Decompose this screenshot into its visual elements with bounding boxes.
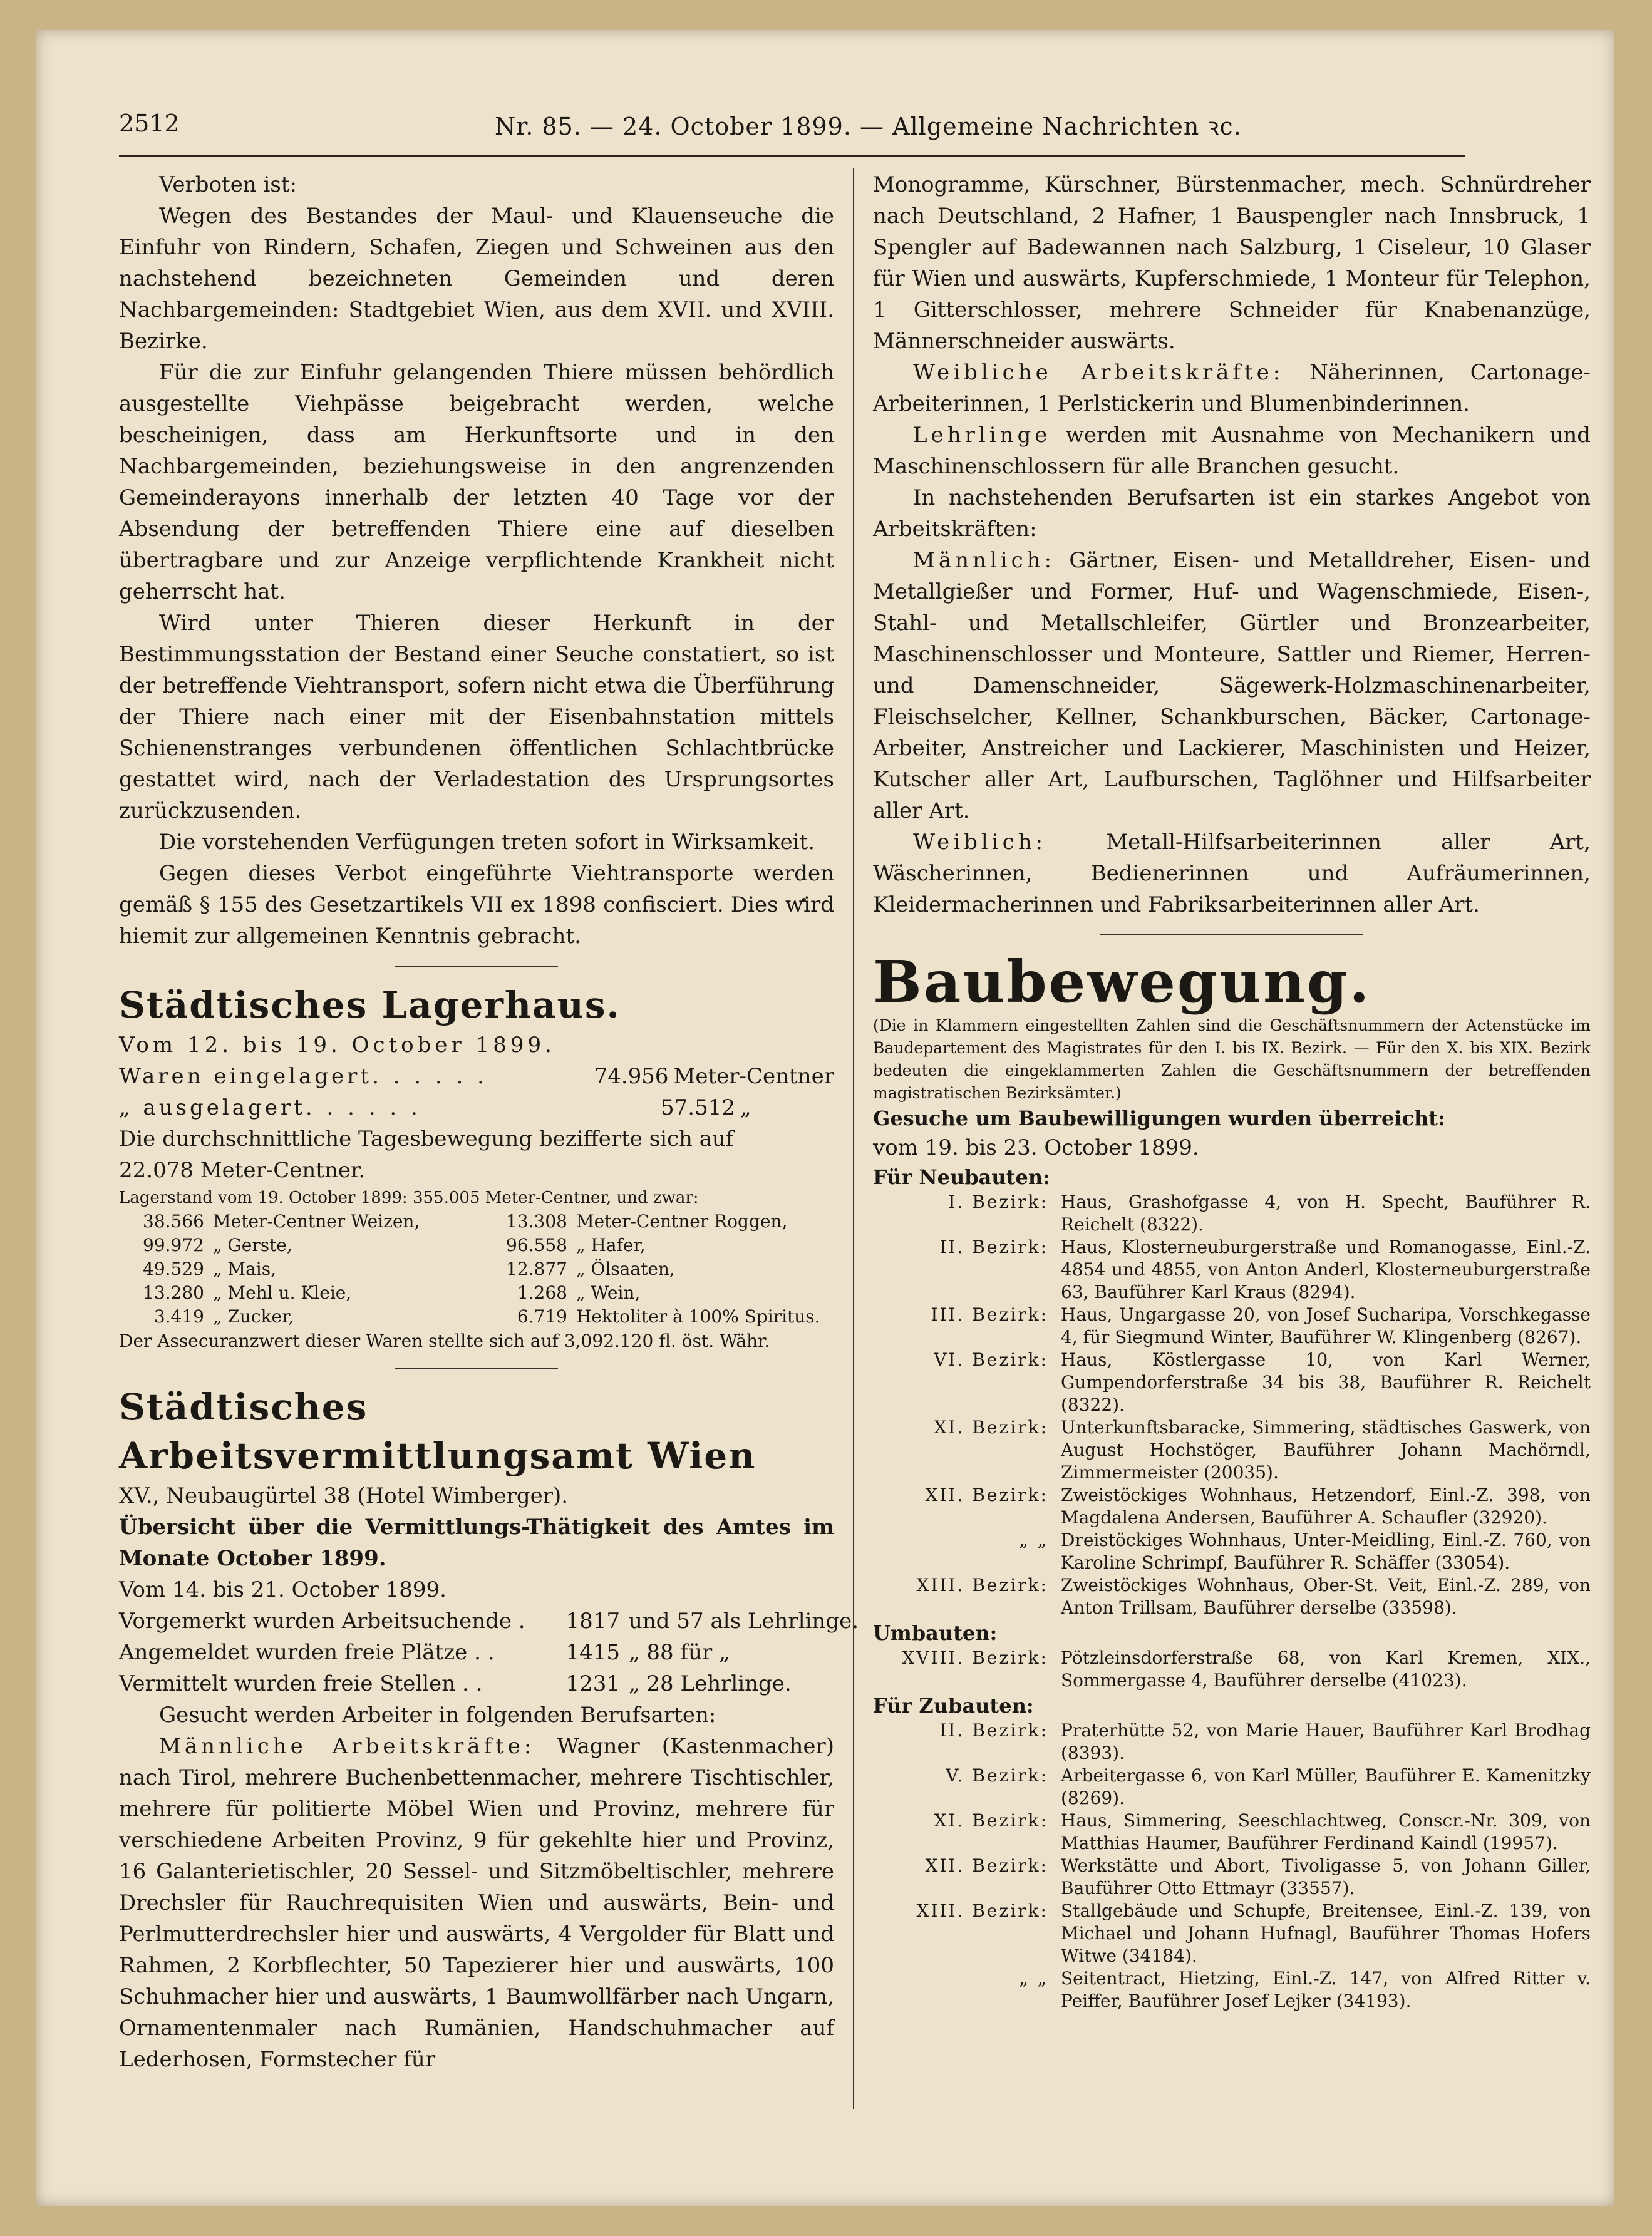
verbot-paragraph: Wegen des Bestandes der Maul- und Klauenseuche die Einfuhr von Rindern, Schafen, Ziegen und Schweinen aus den nachstehend bezeichneten Gemeinden und deren Nachbargemeinden: Stadtgebiet Wien, aus dem XVII. und XVIII. Bezirke. (119, 204, 834, 354)
offer-male-text: Gärtner, Eisen- und Metalldreher, Eisen- und Metallgießer und Former, Huf- und Wagenschmiede, Eisen-, Stahl- und Metallschleifer, Gürtler und Bronzearbeiter, Maschinenschlosser und Monteure, Sattler und Riemer, Herren- und Damenschneider, Sägewerk-Holzmaschinenarbeiter, Fleischselcher, Kellner, Schankburschen, Bäcker, Cartonage-Arbeiter, Anstreicher und Lackierer, Maschinisten und Heizer, Kutscher aller Art, Laufburschen, Taglöhner und Hilfsarbeiter aller Art. (873, 548, 1591, 823)
row-unit: „ (740, 1095, 751, 1120)
district-label: XI. Bezirk: (934, 1417, 1048, 1438)
stock-good: „ Zucker, (213, 1306, 294, 1327)
section-separator (1100, 934, 1363, 935)
stock-good: „ Mehl u. Kleie, (213, 1282, 352, 1303)
entry-text: Stallgebäude und Schupfe, Breitensee, Einl.-Z. 139, von Michael und Johann Hufnagl, Bauführer Thomas Hofers Witwe (34184). (1061, 1900, 1591, 1966)
lagerhaus-title: Städtisches Lagerhaus. (119, 984, 621, 1026)
stock-value: 13.280 (143, 1282, 204, 1303)
arbeitsamt-section (119, 1383, 859, 2075)
offer-male-label: Männlich: (913, 548, 1056, 573)
stock-value: 49.529 (143, 1259, 204, 1279)
district-label: „ „ (1019, 1968, 1048, 1989)
stat-rest: und 57 als Lehrlinge. (629, 1609, 859, 1634)
district-label: II. Bezirk: (939, 1237, 1048, 1257)
district-label: III. Bezirk: (931, 1304, 1048, 1325)
stock-value: 1.268 (517, 1282, 567, 1303)
entry-text: Dreistöckiges Wohnhaus, Unter-Meidling, Einl.-Z. 760, von Karoline Schrimpf, Bauführer R. Schäffer (33054). (1061, 1530, 1591, 1573)
verbot-paragraph: Für die zur Einfuhr gelangenden Thiere müssen behördlich ausgestellte Viehpässe beigebracht werden, welche bescheinigen, dass am Herkunftsorte und in den Nachbargemeinden, beziehungsweise in den angrenzenden Gemeinderayons innerhalb der letzten 40 Tage vor der Absendung der betreffenden Thiere eine auf dieselben übertragbare und zur Anzeige verpflichtende Krankheit nicht geherrscht hat. (119, 360, 834, 604)
bau-entry (873, 1191, 1591, 1236)
bau-entry (873, 1810, 1591, 1855)
row-unit: Meter-Centner (673, 1064, 834, 1089)
bau-entry (873, 1967, 1591, 2012)
stat-value: 1817 (565, 1609, 620, 1634)
stock-good: „ Ölsaaten, (576, 1259, 675, 1279)
district-label: „ „ (1019, 1530, 1048, 1550)
entry-text: Haus, Köstlergasse 10, von Karl Werner, Gumpendorferstraße 34 bis 38, Bauführer R. Reichelt (8322). (1061, 1349, 1591, 1415)
entry-text: Werkstätte und Abort, Tivoligasse 5, von Johann Giller, Bauführer Otto Ettmayr (33557). (1061, 1855, 1591, 1899)
offer-female-label: Weiblich: (913, 830, 1047, 855)
page-number: 2512 (119, 110, 180, 137)
daily-movement-line: Die durchschnittliche Tagesbewegung bezifferte sich auf (119, 1126, 734, 1151)
apprentice-text: werden mit Ausnahme von Mechanikern und Maschinenschlossern für alle Branchen gesucht. (873, 423, 1591, 479)
baubewegung-heading: Gesuche um Baubewilligungen wurden überreicht: (873, 1106, 1445, 1130)
stat-label: Vermittelt wurden freie Stellen (119, 1671, 456, 1696)
district-label: XIII. Bezirk: (916, 1575, 1048, 1595)
female-workers-label: Weibliche Arbeitskräfte: (913, 360, 1284, 385)
stat-row (119, 1637, 834, 1668)
baubewegung-note: (Die in Klammern eingestellten Zahlen sind die Geschäftsnummern der Actenstücke im Baudepartement des Magistrates für den I. bis IX. Bezirk. — Für den X. bis XIX. Bezirk bedeuten die eingeklammerten Zahlen die Geschäftsnummern der betreffenden magistratischen Bezirksämter.) (873, 1016, 1591, 1102)
verbot-paragraph: Die vorstehenden Verfügungen treten sofort in Wirksamkeit. (159, 830, 815, 855)
entry-text: Unterkunftsbaracke, Simmering, städtisches Gaswerk, von August Hochstöger, Bauführer Johann Machörndl, Zimmermeister (20035). (1061, 1417, 1591, 1483)
district-label: XII. Bezirk: (925, 1485, 1048, 1505)
stock-value: 3.419 (153, 1306, 204, 1327)
stat-leader: . (512, 1609, 525, 1634)
stat-rest: „ 88 für „ (629, 1640, 730, 1665)
entry-text: Haus, Ungargasse 20, von Josef Sucharipa, Vorschkegasse 4, für Siegmund Winter, Bauführer W. Klingenberg (8267). (1061, 1304, 1591, 1347)
stock-good: „ Wein, (576, 1282, 641, 1303)
bau-entry (873, 1765, 1591, 1810)
district-label: VI. Bezirk: (934, 1349, 1048, 1370)
left-column (119, 169, 859, 2075)
bau-entry (873, 1574, 1591, 1619)
row-value: 57.512 (661, 1095, 735, 1120)
baubewegung-period: vom 19. bis 23. October 1899. (873, 1135, 1199, 1160)
header-rule (119, 155, 1465, 157)
stock-good: „ Hafer, (576, 1235, 646, 1255)
apprentice-label: Lehrlinge (913, 423, 1051, 448)
section-zubauten: Für Zubauten: (873, 1694, 1034, 1718)
wanted-intro: Gesucht werden Arbeiter in folgenden Berufsarten: (159, 1703, 716, 1728)
section-separator (395, 1368, 558, 1369)
lagerhaus-row (119, 1061, 834, 1092)
district-label: XII. Bezirk: (925, 1855, 1048, 1876)
bau-entry (873, 1349, 1591, 1416)
arbeitsamt-title: Städtisches Arbeitsvermittlungsamt Wien (119, 1386, 756, 1477)
entry-text: Praterhütte 52, von Marie Hauer, Bauführer Karl Brodhag (8393). (1061, 1720, 1591, 1763)
district-label: II. Bezirk: (939, 1720, 1048, 1741)
stat-label: Vorgemerkt wurden Arbeitsuchende (119, 1609, 512, 1634)
arbeitsamt-period: Vom 14. bis 21. October 1899. (119, 1577, 447, 1602)
right-column (873, 169, 1591, 2012)
stat-value: 1415 (565, 1640, 620, 1665)
entry-text: Pötzleinsdorferstraße 68, von Karl Kremen, XIX., Sommergasse 4, Bauführer derselbe (41023). (1061, 1647, 1591, 1691)
bau-entry (873, 1304, 1591, 1349)
entry-text: Zweistöckiges Wohnhaus, Hetzendorf, Einl.-Z. 398, von Magdalena Andersen, Bauführer A. Schaufler (32920). (1061, 1485, 1591, 1528)
verbot-paragraph: Wird unter Thieren dieser Herkunft in der Bestimmungsstation der Bestand einer Seuche constatiert, so ist der betreffende Viehtransport, sofern nicht etwa die Überführung der Thiere nach einer mit der Eisenbahnstation mittels Schienenstranges verbundenen öffentlichen Schlachtbrücke gestattet wird, nach der Verladestation des Ursprungsortes zurückzusenden. (119, 611, 834, 823)
verbot-section (119, 169, 834, 952)
district-label: XI. Bezirk: (934, 1810, 1048, 1831)
lagerhaus-period: Vom 12. bis 19. October 1899. (119, 1033, 555, 1058)
stock-value: 99.972 (143, 1235, 204, 1255)
running-title: Nr. 85. — 24. October 1899. — Allgemeine Nachrichten ꝛc. (495, 113, 1242, 140)
stock-value: 96.558 (506, 1235, 567, 1255)
stock-good: „ Mais, (213, 1259, 276, 1279)
entry-text: Haus, Simmering, Seeschlachtweg, Conscr.-Nr. 309, von Matthias Haumer, Bauführer Ferdinand Kaindl (19957). (1061, 1810, 1591, 1853)
bau-entry (873, 1855, 1591, 1900)
stat-label: Angemeldet wurden freie Plätze (119, 1640, 468, 1665)
female-workers-paragraph (873, 357, 1591, 420)
section-neubauten: Für Neubauten: (873, 1165, 1050, 1189)
stock-table (119, 1210, 834, 1329)
arbeitsamt-address: XV., Neubaugürtel 38 (Hotel Wimberger). (119, 1483, 569, 1508)
offer-female-text: Metall-Hilfsarbeiterinnen aller Art, Wäscherinnen, Bedienerinnen und Aufräumerinnen, Kleidermacherinnen und Fabriksarbeiterinnen aller Art. (873, 830, 1591, 917)
bau-entry (873, 1719, 1591, 1765)
male-workers-text: Wagner (Kastenmacher) nach Tirol, mehrere Buchenbettenmacher, mehrere Tischtischler, mehrere für politierte Möbel Wien und Provinz, mehrere für verschiedene Arbeiten Provinz, 9 für gekehlte hier und Provinz, 16 Galanterietischler, 20 Sessel- und Sitzmöbeltischler, mehrere Drechsler für Rauchrequisiten Wien und auswärts, Bein- und Perlmutterdrechsler hier und auswärts, 4 Vergolder für Blatt und Rahmen, 2 Korbflechter, 50 Tapezierer hier und auswärts, 100 Schuhmacher hier und auswärts, 1 Baumwollfärber nach Ungarn, Ornamentenmaler nach Rumänien, Handschuhmacher auf Lederhosen, Formstecher für (119, 1734, 834, 2072)
entry-text: Arbeitergasse 6, von Karl Müller, Bauführer E. Kamenitzky (8269). (1061, 1765, 1591, 1808)
section-separator (395, 966, 558, 967)
arbeitsamt-subtitle: Übersicht über die Vermittlungs-Thätigkeit des Amtes im Monate October 1899. (119, 1515, 834, 1571)
entry-text: Haus, Grashofgasse 4, von H. Specht, Bauführer R. Reichelt (8322). (1061, 1192, 1591, 1235)
bau-entry (873, 1647, 1591, 1692)
lagerhaus-section (119, 981, 834, 1354)
stock-good: Hektoliter à 100% Spiritus. (576, 1306, 820, 1327)
stat-rest: „ 28 Lehrlinge. (629, 1671, 792, 1696)
stock-good: Meter-Centner Roggen, (576, 1211, 788, 1232)
stat-leader: . . (467, 1640, 495, 1665)
bau-entry (873, 1484, 1591, 1529)
bau-entry (873, 1529, 1591, 1574)
baubewegung-title: Baubewegung. (873, 948, 1371, 1016)
stock-value: 12.877 (506, 1259, 567, 1279)
verbot-intro: Verboten ist: (159, 172, 297, 197)
offer-male-paragraph (873, 545, 1591, 827)
entry-text: Zweistöckiges Wohnhaus, Ober-St. Veit, Einl.-Z. 289, von Anton Trillsam, Bauführer derselbe (33598). (1061, 1575, 1591, 1618)
female-workers-text: Näherinnen, Cartonage-Arbeiterinnen, 1 Perlstickerin und Blumenbinderinnen. (873, 360, 1591, 416)
district-label: XIII. Bezirk: (916, 1900, 1048, 1921)
bau-entry (873, 1900, 1591, 1967)
stock-value: 6.719 (517, 1306, 567, 1327)
stock-intro: Lagerstand vom 19. October 1899: 355.005 Meter-Centner, und zwar: (119, 1188, 699, 1207)
baubewegung-section (873, 949, 1591, 2012)
row-leader: . . . . . . (305, 1095, 421, 1120)
stock-value: 38.566 (143, 1211, 204, 1232)
daily-movement-value: 22.078 Meter-Centner. (119, 1158, 366, 1183)
row-label: Waren eingelagert (119, 1064, 373, 1089)
stock-good: Meter-Centner Weizen, (213, 1211, 420, 1232)
male-workers-paragraph (119, 1731, 834, 2075)
apprentice-paragraph (873, 420, 1591, 482)
bau-entry (873, 1236, 1591, 1304)
insurance-value: Der Assecuranzwert dieser Waren stellte sich auf 3,092.120 fl. öst. Währ. (119, 1331, 770, 1351)
stock-good: „ Gerste, (213, 1235, 292, 1255)
stat-row (119, 1668, 834, 1699)
continued-text: Monogramme, Kürschner, Bürstenmacher, mech. Schnürdreher nach Deutschland, 2 Hafner, 1 Bauspengler nach Innsbruck, 1 Spengler auf Badewannen nach Salzburg, 1 Ciseleur, 10 Glaser für Wien und auswärts, Kupferschmiede, 1 Monteur für Telephon, 1 Gitterschlosser, mehrere Schneider für Knabenanzüge, Männerschneider auswärts. (873, 172, 1591, 354)
column-divider (853, 168, 854, 2109)
row-leader: . . . . . . (372, 1064, 488, 1089)
stat-row (119, 1605, 859, 1637)
district-label: V. Bezirk: (946, 1765, 1048, 1786)
row-value: 74.956 (594, 1064, 669, 1089)
district-label: I. Bezirk: (948, 1192, 1048, 1212)
entry-text: Seitentract, Hietzing, Einl.-Z. 147, von Alfred Ritter v. Peiffer, Bauführer Josef Lejker (34193). (1061, 1968, 1591, 2011)
offer-female-paragraph (873, 827, 1591, 920)
stock-value: 13.308 (506, 1211, 567, 1232)
section-umbauten: Umbauten: (873, 1621, 998, 1645)
district-label: XVIII. Bezirk: (902, 1647, 1048, 1668)
offer-intro: In nachstehenden Berufsarten ist ein starkes Angebot von Arbeitskräften: (873, 485, 1591, 542)
row-label: „ ausgelagert (119, 1095, 306, 1120)
male-workers-label: Männliche Arbeitskräfte: (159, 1734, 535, 1759)
bau-entry (873, 1416, 1591, 1484)
entry-text: Haus, Klosterneuburgerstraße und Romanogasse, Einl.-Z. 4854 und 4855, von Anton Anderl, Klosterneuburgerstraße 63, Bauführer Karl Kraus (8294). (1061, 1237, 1591, 1302)
verbot-paragraph: Gegen dieses Verbot eingeführte Viehtransporte werden gemäß § 155 des Gesetzartikels VII ex 1898 confisciert. Dies wird hiemit zur allgemeinen Kenntnis gebracht. (119, 861, 834, 949)
page-header (119, 110, 1465, 147)
stat-value: 1231 (565, 1671, 620, 1696)
lagerhaus-row (119, 1092, 834, 1123)
stat-leader: . . (455, 1671, 483, 1696)
